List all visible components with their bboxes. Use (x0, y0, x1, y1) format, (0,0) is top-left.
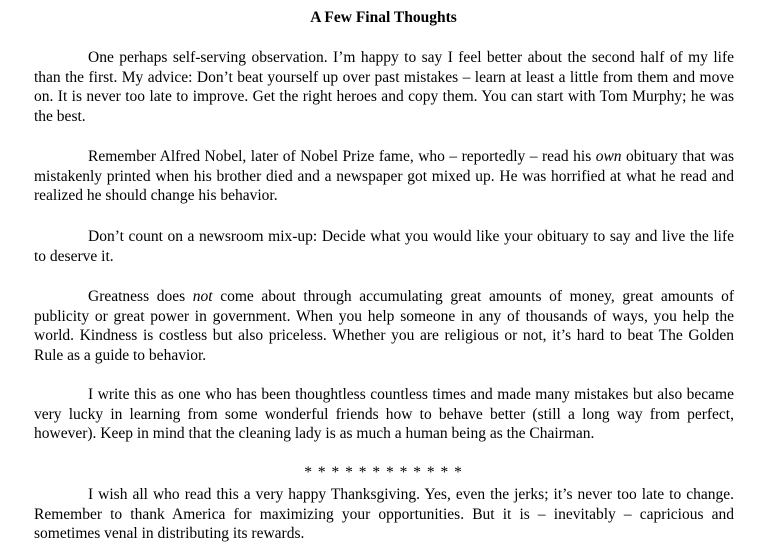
paragraph-text: Greatness does (88, 288, 193, 305)
paragraph-alfred-nobel (34, 147, 734, 206)
paragraph-obituary: Don’t count on a newsroom mix-up: Decide what you would like your obituary to say and live the life to deserve it. (34, 228, 734, 265)
paragraph-text: obituary that was mistakenly printed when his brother died and a newspaper got mixed up. He was horrified at what he read and realized he should change his behavior. (34, 148, 734, 205)
emphasis-text: not (192, 288, 213, 305)
paragraph-text: come about through accumulating great amounts of money, great amounts of publicity or great power in government. When you help someone in any of thousands of ways, you help the world. Kindness is costless but also priceless. Whether you are religious or not, it’s hard to beat The Golden Rule as a guide to behavior. (34, 288, 734, 365)
paragraph-self-serving: One perhaps self-serving observation. I’m happy to say I feel better about the second half of my life than the first. My advice: Don’t beat yourself up over past mistakes – learn at least a little from them and move on. It is never too late to improve. Get the right heroes and copy them. You can start with Tom Murphy; he was the best. (34, 49, 734, 126)
paragraph-thanksgiving: I wish all who read this a very happy Thanksgiving. Yes, even the jerks; it’s never too late to change. Remember to thank America for maximizing your opportunities. But it is – inevitably – capricious and sometimes venal in distributing its rewards. (34, 486, 734, 543)
emphasis-text: own (595, 148, 622, 165)
section-separator: * * * * * * * * * * * * (304, 464, 463, 481)
page-title: A Few Final Thoughts (310, 9, 457, 26)
paragraph-greatness (34, 287, 734, 366)
paragraph-thoughtless: I write this as one who has been thoughtless countless times and made many mistakes but also became very lucky in learning from some wonderful friends how to behave better (still a long way from perfect, however). Keep in mind that the cleaning lady is as much a human being as the Chairman. (34, 386, 734, 443)
paragraph-text: Remember Alfred Nobel, later of Nobel Prize fame, who – reportedly – read his (88, 148, 596, 165)
